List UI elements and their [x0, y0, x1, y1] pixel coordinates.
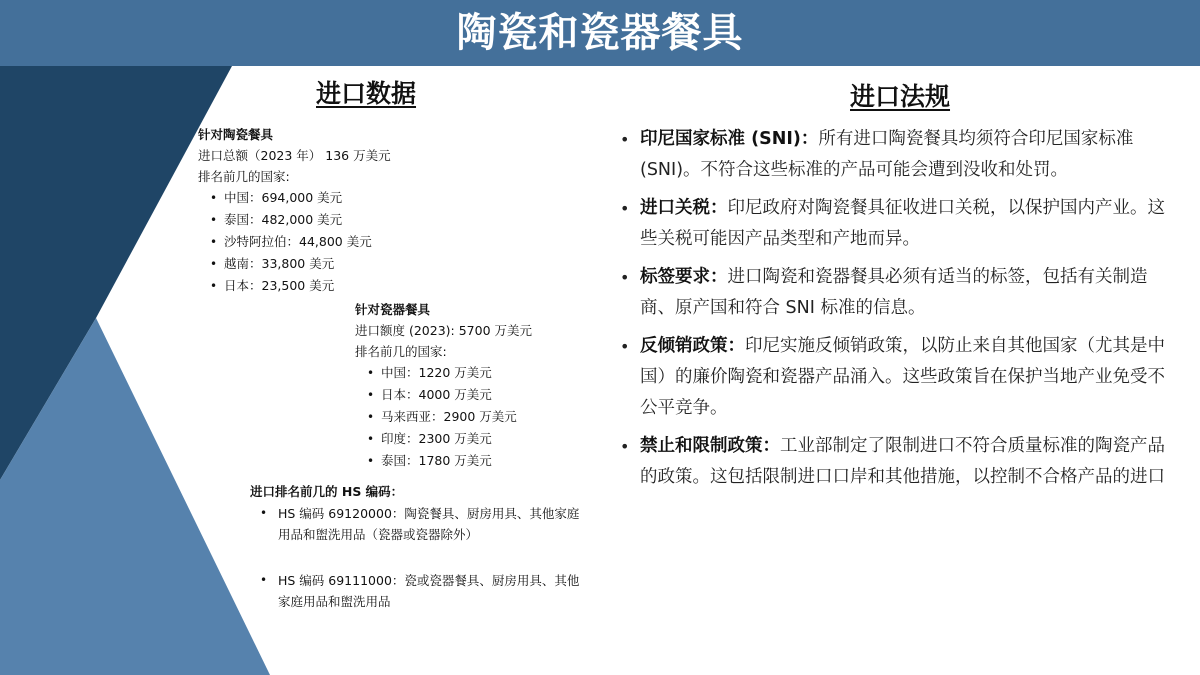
ceramic-country-list: [198, 187, 498, 297]
hs-code-text: HS 编码 69120000：陶瓷餐具、厨房用具、其他家庭用品和盥洗用品（瓷器或瓷器除外）: [278, 506, 580, 542]
bullet-icon: •: [620, 199, 630, 218]
porcelain-total-import: 进口额度 (2023): 5700 万美元: [355, 323, 533, 338]
list-item: [620, 262, 1180, 324]
regulation-text: 进口陶瓷和瓷器餐具必须有适当的标签，包括有关制造商、原产国和符合 SNI 标准的信息。: [640, 267, 1148, 318]
bullet-icon: •: [210, 257, 218, 271]
list-item: [367, 362, 655, 384]
regulations-list: [620, 124, 1180, 500]
list-item: [620, 431, 1180, 493]
country-value: 越南：33,800 美元: [224, 256, 335, 271]
list-item: [210, 187, 498, 209]
country-value: 印度：2300 万美元: [381, 431, 492, 446]
bullet-icon: •: [210, 235, 218, 249]
list-item: [210, 209, 498, 231]
bullet-icon: •: [367, 454, 375, 468]
bullet-icon: •: [210, 279, 218, 293]
country-value: 泰国：482,000 美元: [224, 212, 343, 227]
regulation-label: 禁止和限制政策：: [640, 436, 780, 456]
header-bar: [0, 0, 1200, 66]
bullet-icon: •: [620, 130, 630, 149]
regulation-label: 进口关税：: [640, 198, 728, 218]
country-value: 中国：694,000 美元: [224, 190, 343, 205]
bullet-icon: •: [367, 432, 375, 446]
porcelain-import-block: [355, 299, 655, 472]
hs-code-text: HS 编码 69111000：瓷或瓷器餐具、厨房用具、其他家庭用品和盥洗用品: [278, 573, 580, 609]
list-item: [367, 406, 655, 428]
country-value: 泰国：1780 万美元: [381, 453, 492, 468]
list-item: [210, 275, 498, 297]
regulation-label: 印尼国家标准 (SNI)：: [640, 129, 819, 149]
page-title: 陶瓷和瓷器餐具: [456, 10, 744, 56]
porcelain-top-countries-label: 排名前几的国家:: [355, 344, 447, 359]
list-item: [620, 193, 1180, 255]
hs-code-item: [250, 570, 590, 612]
hs-code-item: [250, 503, 590, 545]
regulation-label: 标签要求：: [640, 267, 728, 287]
regulation-text: 印尼政府对陶瓷餐具征收进口关税，以保护国内产业。这些关税可能因产品类型和产地而异。: [640, 198, 1165, 249]
regulation-text: 工业部制定了限制进口不符合质量标准的陶瓷产品的政策。这包括限制进口口岸和其他措施，以控制不合格产品的进口: [640, 436, 1165, 487]
bullet-icon: •: [367, 366, 375, 380]
ceramic-import-block: [198, 124, 498, 297]
bullet-icon: •: [620, 337, 630, 356]
list-item: [367, 384, 655, 406]
import-data-heading: 进口数据: [316, 79, 417, 108]
bullet-icon: •: [210, 213, 218, 227]
ceramic-block-title: 针对陶瓷餐具: [198, 127, 274, 142]
bullet-icon: •: [210, 191, 218, 205]
country-value: 日本：23,500 美元: [224, 278, 335, 293]
porcelain-country-list: [355, 362, 655, 472]
list-item: [210, 231, 498, 253]
hs-codes-title: 进口排名前几的 HS 编码：: [250, 484, 404, 499]
regulation-text: 印尼实施反倾销政策，以防止来自其他国家（尤其是中国）的廉价陶瓷和瓷器产品涌入。这些政策旨在保护当地产业免受不公平竞争。: [640, 336, 1165, 418]
country-value: 沙特阿拉伯：44,800 美元: [224, 234, 372, 249]
hs-codes-block: [250, 481, 590, 612]
ceramic-top-countries-label: 排名前几的国家:: [198, 169, 290, 184]
regulation-label: 反倾销政策：: [640, 336, 745, 356]
country-value: 中国：1220 万美元: [381, 365, 492, 380]
regulation-text: 所有进口陶瓷餐具均须符合印尼国家标准 (SNI)。不符合这些标准的产品可能会遭到没收和处罚。: [640, 129, 1134, 180]
list-item: [210, 253, 498, 275]
bullet-icon: •: [367, 410, 375, 424]
bullet-icon: •: [260, 573, 268, 587]
country-value: 日本：4000 万美元: [381, 387, 492, 402]
list-item: [620, 331, 1180, 424]
bullet-icon: •: [620, 268, 630, 287]
list-item: [367, 428, 655, 450]
bullet-icon: •: [367, 388, 375, 402]
import-regulations-heading: 进口法规: [850, 82, 951, 111]
ceramic-total-import: 进口总额（2023 年） 136 万美元: [198, 148, 391, 163]
country-value: 马来西亚：2900 万美元: [381, 409, 517, 424]
bullet-icon: •: [260, 506, 268, 520]
list-item: [620, 124, 1180, 186]
list-item: [367, 450, 655, 472]
porcelain-block-title: 针对瓷器餐具: [355, 302, 431, 317]
bullet-icon: •: [620, 437, 630, 456]
